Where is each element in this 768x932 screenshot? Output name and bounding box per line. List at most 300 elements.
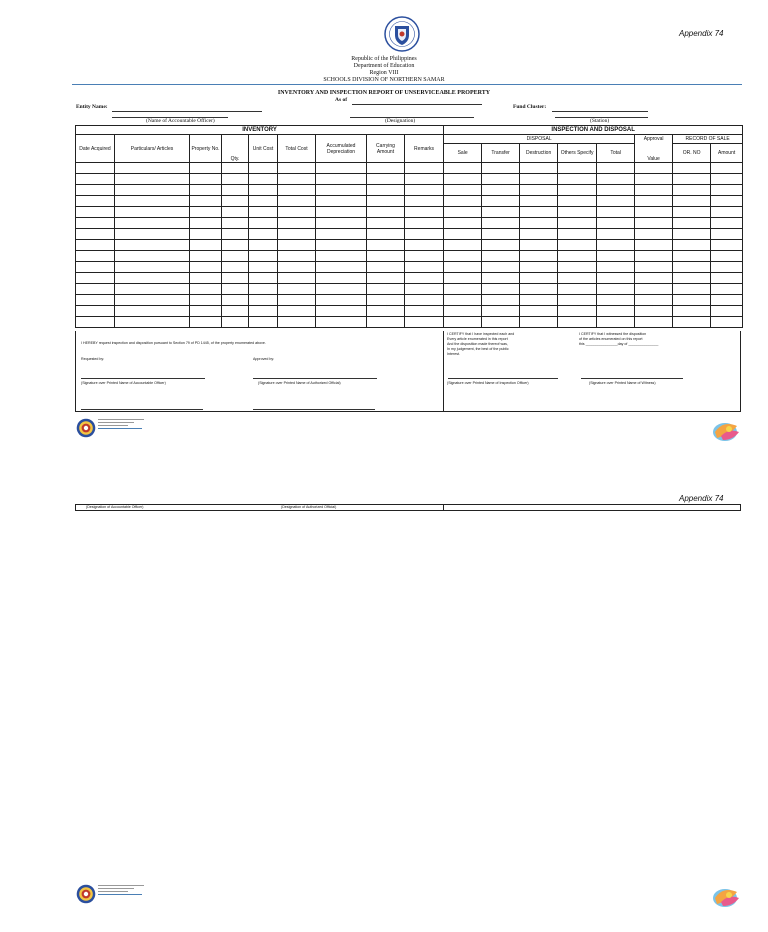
table-cell[interactable] (249, 174, 278, 185)
table-cell[interactable] (558, 185, 597, 196)
table-cell[interactable] (316, 295, 367, 306)
table-row (76, 207, 743, 218)
table-cell[interactable] (222, 273, 249, 284)
table-cell[interactable] (597, 163, 635, 174)
table-cell[interactable] (673, 163, 711, 174)
table-cell[interactable] (558, 262, 597, 273)
table-cell[interactable] (635, 196, 673, 207)
table-cell[interactable] (520, 284, 558, 295)
table-cell[interactable] (405, 306, 444, 317)
approval-header: Approval (635, 135, 673, 144)
table-cell[interactable] (482, 262, 520, 273)
table-cell[interactable] (115, 218, 190, 229)
table-cell[interactable] (444, 306, 482, 317)
table-cell[interactable] (367, 306, 405, 317)
table-cell[interactable] (711, 196, 743, 207)
table-cell[interactable] (673, 185, 711, 196)
table-cell[interactable] (316, 185, 367, 196)
col-unit-cost: Unit Cost (249, 135, 278, 163)
table-cell[interactable] (711, 251, 743, 262)
table-cell[interactable] (316, 240, 367, 251)
table-cell[interactable] (635, 251, 673, 262)
table-cell[interactable] (635, 229, 673, 240)
table-cell[interactable] (405, 196, 444, 207)
table-cell[interactable] (597, 306, 635, 317)
table-cell[interactable] (367, 185, 405, 196)
table-cell[interactable] (316, 262, 367, 273)
table-cell[interactable] (76, 207, 115, 218)
table-cell[interactable] (367, 163, 405, 174)
table-cell[interactable] (673, 196, 711, 207)
table-cell[interactable] (597, 218, 635, 229)
table-cell[interactable] (115, 295, 190, 306)
table-cell[interactable] (249, 218, 278, 229)
table-cell[interactable] (673, 262, 711, 273)
table-cell[interactable] (316, 218, 367, 229)
table-cell[interactable] (249, 306, 278, 317)
table-row (76, 262, 743, 273)
header-department: Department of Education (353, 63, 415, 69)
table-cell[interactable] (278, 240, 316, 251)
table-cell[interactable] (597, 284, 635, 295)
table-cell[interactable] (367, 251, 405, 262)
table-cell[interactable] (278, 273, 316, 284)
table-cell[interactable] (249, 284, 278, 295)
table-cell[interactable] (558, 196, 597, 207)
table-cell[interactable] (444, 163, 482, 174)
table-row (76, 317, 743, 328)
request-text: I HEREBY request inspection and disposition pursuant to Section 79 of PD 1445, of the property enumerated above. (81, 341, 266, 345)
table-row (76, 295, 743, 306)
table-cell[interactable] (405, 207, 444, 218)
table-cell[interactable] (249, 196, 278, 207)
table-cell[interactable] (635, 262, 673, 273)
table-cell[interactable] (597, 273, 635, 284)
table-cell[interactable] (76, 306, 115, 317)
table-cell[interactable] (520, 207, 558, 218)
table-cell[interactable] (558, 317, 597, 328)
table-cell[interactable] (278, 284, 316, 295)
table-cell[interactable] (444, 317, 482, 328)
table-cell[interactable] (444, 273, 482, 284)
table-cell[interactable] (190, 207, 222, 218)
table-cell[interactable] (249, 262, 278, 273)
table-cell[interactable] (190, 185, 222, 196)
table-cell[interactable] (115, 196, 190, 207)
table-cell[interactable] (278, 207, 316, 218)
table-cell[interactable] (597, 295, 635, 306)
table-cell[interactable] (444, 229, 482, 240)
table-cell[interactable] (222, 196, 249, 207)
table-cell[interactable] (405, 317, 444, 328)
table-cell[interactable] (405, 185, 444, 196)
col-qty: Qty. (222, 135, 249, 163)
table-cell[interactable] (444, 295, 482, 306)
table-cell[interactable] (482, 273, 520, 284)
table-cell[interactable] (278, 229, 316, 240)
col-carrying-amount: Carrying Amount (367, 135, 405, 163)
table-cell[interactable] (673, 251, 711, 262)
disposal-header: DISPOSAL (444, 135, 635, 144)
table-cell[interactable] (367, 207, 405, 218)
footer-divider (443, 331, 444, 411)
table-cell[interactable] (635, 240, 673, 251)
col-remarks: Remarks (405, 135, 444, 163)
table-cell[interactable] (115, 284, 190, 295)
table-cell[interactable] (597, 251, 635, 262)
as-of-label: As of (335, 97, 348, 103)
table-cell[interactable] (115, 174, 190, 185)
table-cell[interactable] (222, 251, 249, 262)
table-cell[interactable] (520, 185, 558, 196)
table-cell[interactable] (635, 306, 673, 317)
table-cell[interactable] (635, 273, 673, 284)
table-cell[interactable] (76, 273, 115, 284)
division-address-lines (98, 885, 146, 895)
col-destruction: Destruction (520, 144, 558, 163)
page2-divider (443, 505, 444, 511)
table-cell[interactable] (367, 317, 405, 328)
table-cell[interactable] (673, 273, 711, 284)
table-cell[interactable] (673, 229, 711, 240)
table-cell[interactable] (635, 174, 673, 185)
table-cell[interactable] (316, 273, 367, 284)
table-cell[interactable] (316, 284, 367, 295)
header-republic: Republic of the Philippines (351, 56, 417, 62)
table-cell[interactable] (367, 262, 405, 273)
table-cell[interactable] (520, 163, 558, 174)
table-cell[interactable] (444, 185, 482, 196)
table-cell[interactable] (520, 174, 558, 185)
table-cell[interactable] (76, 218, 115, 229)
table-cell[interactable] (482, 295, 520, 306)
table-cell[interactable] (558, 240, 597, 251)
table-cell[interactable] (278, 174, 316, 185)
table-cell[interactable] (278, 196, 316, 207)
table-cell[interactable] (367, 196, 405, 207)
table-cell[interactable] (222, 262, 249, 273)
table-cell[interactable] (76, 229, 115, 240)
table-cell[interactable] (222, 185, 249, 196)
table-cell[interactable] (278, 306, 316, 317)
sig-inspection-caption: (Signature over Printed Name of Inspection Officer) (447, 381, 529, 385)
table-cell[interactable] (222, 163, 249, 174)
table-cell[interactable] (115, 185, 190, 196)
table-cell[interactable] (316, 306, 367, 317)
table-cell[interactable] (249, 185, 278, 196)
table-cell[interactable] (558, 295, 597, 306)
table-cell[interactable] (405, 229, 444, 240)
table-cell[interactable] (635, 317, 673, 328)
table-cell[interactable] (405, 240, 444, 251)
table-cell[interactable] (635, 295, 673, 306)
table-cell[interactable] (635, 163, 673, 174)
table-cell[interactable] (190, 251, 222, 262)
footer-block (75, 331, 741, 412)
table-cell[interactable] (115, 207, 190, 218)
table-cell[interactable] (249, 251, 278, 262)
table-cell[interactable] (520, 306, 558, 317)
table-row (76, 284, 743, 295)
table-cell[interactable] (558, 273, 597, 284)
table-cell[interactable] (405, 295, 444, 306)
table-row (76, 251, 743, 262)
table-cell[interactable] (711, 317, 743, 328)
table-cell[interactable] (405, 163, 444, 174)
table-cell[interactable] (222, 229, 249, 240)
table-cell[interactable] (190, 273, 222, 284)
table-cell[interactable] (316, 207, 367, 218)
division-seal-logo (76, 418, 96, 438)
table-cell[interactable] (405, 262, 444, 273)
table-cell[interactable] (115, 273, 190, 284)
table-cell[interactable] (673, 174, 711, 185)
table-cell[interactable] (278, 163, 316, 174)
table-cell[interactable] (405, 251, 444, 262)
table-cell[interactable] (76, 284, 115, 295)
table-cell[interactable] (367, 273, 405, 284)
table-cell[interactable] (278, 251, 316, 262)
table-cell[interactable] (278, 317, 316, 328)
table-cell[interactable] (482, 163, 520, 174)
table-cell[interactable] (222, 240, 249, 251)
sig-line-inspection (448, 378, 558, 379)
col-or-no: OR. NO (673, 144, 711, 163)
table-cell[interactable] (444, 262, 482, 273)
table-cell[interactable] (76, 251, 115, 262)
table-cell[interactable] (711, 185, 743, 196)
table-cell[interactable] (711, 306, 743, 317)
table-cell[interactable] (558, 284, 597, 295)
table-cell[interactable] (405, 174, 444, 185)
table-cell[interactable] (249, 295, 278, 306)
table-cell[interactable] (222, 306, 249, 317)
table-cell[interactable] (597, 317, 635, 328)
table-row (76, 306, 743, 317)
table-cell[interactable] (482, 229, 520, 240)
table-cell[interactable] (190, 240, 222, 251)
table-cell[interactable] (673, 218, 711, 229)
table-cell[interactable] (316, 251, 367, 262)
designation-authorized-caption: (Designation of Authorized Official) (281, 505, 337, 509)
table-cell[interactable] (482, 306, 520, 317)
officer-designation-caption: (Designation) (385, 118, 416, 124)
table-row (76, 196, 743, 207)
table-cell[interactable] (278, 185, 316, 196)
table-cell[interactable] (711, 174, 743, 185)
table-cell[interactable] (673, 295, 711, 306)
table-cell[interactable] (711, 240, 743, 251)
table-cell[interactable] (482, 317, 520, 328)
table-cell[interactable] (115, 229, 190, 240)
table-row (76, 273, 743, 284)
table-cell[interactable] (520, 262, 558, 273)
table-cell[interactable] (597, 207, 635, 218)
table-cell[interactable] (558, 306, 597, 317)
table-cell[interactable] (222, 174, 249, 185)
table-cell[interactable] (558, 174, 597, 185)
table-cell[interactable] (711, 284, 743, 295)
table-cell[interactable] (635, 284, 673, 295)
table-cell[interactable] (444, 174, 482, 185)
table-cell[interactable] (482, 240, 520, 251)
table-cell[interactable] (673, 317, 711, 328)
table-cell[interactable] (278, 262, 316, 273)
table-cell[interactable] (520, 229, 558, 240)
table-cell[interactable] (482, 207, 520, 218)
table-cell[interactable] (444, 251, 482, 262)
table-cell[interactable] (76, 295, 115, 306)
table-cell[interactable] (249, 240, 278, 251)
table-cell[interactable] (316, 196, 367, 207)
table-cell[interactable] (405, 284, 444, 295)
table-cell[interactable] (249, 163, 278, 174)
table-cell[interactable] (597, 196, 635, 207)
table-cell[interactable] (222, 317, 249, 328)
table-cell[interactable] (115, 306, 190, 317)
table-cell[interactable] (444, 218, 482, 229)
table-cell[interactable] (278, 295, 316, 306)
table-cell[interactable] (635, 218, 673, 229)
table-cell[interactable] (482, 218, 520, 229)
table-cell[interactable] (367, 218, 405, 229)
table-cell[interactable] (190, 295, 222, 306)
table-cell[interactable] (405, 218, 444, 229)
table-cell[interactable] (711, 163, 743, 174)
table-cell[interactable] (482, 284, 520, 295)
table-cell[interactable] (520, 295, 558, 306)
table-cell[interactable] (249, 317, 278, 328)
table-cell[interactable] (520, 251, 558, 262)
table-cell[interactable] (222, 295, 249, 306)
table-cell[interactable] (76, 317, 115, 328)
designation-line-authorized (253, 409, 375, 410)
table-cell[interactable] (482, 174, 520, 185)
table-cell[interactable] (482, 185, 520, 196)
table-cell[interactable] (558, 163, 597, 174)
table-cell[interactable] (482, 196, 520, 207)
table-cell[interactable] (190, 218, 222, 229)
inventory-header: INVENTORY (76, 126, 444, 135)
report-title: INVENTORY AND INSPECTION REPORT OF UNSERVICEABLE PROPERTY (277, 90, 491, 96)
table-cell[interactable] (444, 284, 482, 295)
table-cell[interactable] (278, 218, 316, 229)
table-cell[interactable] (115, 251, 190, 262)
table-cell[interactable] (673, 284, 711, 295)
table-cell[interactable] (76, 185, 115, 196)
table-cell[interactable] (635, 185, 673, 196)
table-cell[interactable] (190, 262, 222, 273)
table-cell[interactable] (711, 218, 743, 229)
table-cell[interactable] (316, 229, 367, 240)
table-cell[interactable] (597, 262, 635, 273)
table-cell[interactable] (444, 240, 482, 251)
table-cell[interactable] (222, 207, 249, 218)
table-cell[interactable] (520, 273, 558, 284)
table-cell[interactable] (367, 295, 405, 306)
table-cell[interactable] (76, 163, 115, 174)
table-cell[interactable] (115, 240, 190, 251)
table-cell[interactable] (558, 218, 597, 229)
col-total: Total (597, 144, 635, 163)
table-cell[interactable] (597, 240, 635, 251)
table-cell[interactable] (316, 174, 367, 185)
table-cell[interactable] (444, 196, 482, 207)
table-cell[interactable] (597, 185, 635, 196)
table-cell[interactable] (711, 262, 743, 273)
deped-seal-logo (384, 16, 420, 52)
fund-cluster-label: Fund Cluster: (513, 104, 547, 110)
table-cell[interactable] (190, 163, 222, 174)
table-cell[interactable] (115, 262, 190, 273)
table-cell[interactable] (222, 218, 249, 229)
table-cell[interactable] (520, 218, 558, 229)
table-cell[interactable] (673, 240, 711, 251)
table-cell[interactable] (190, 229, 222, 240)
table-cell[interactable] (367, 284, 405, 295)
table-cell[interactable] (367, 240, 405, 251)
table-cell[interactable] (76, 262, 115, 273)
table-cell[interactable] (76, 240, 115, 251)
table-cell[interactable] (635, 207, 673, 218)
table-cell[interactable] (190, 174, 222, 185)
table-cell[interactable] (222, 284, 249, 295)
table-cell[interactable] (711, 207, 743, 218)
table-cell[interactable] (190, 196, 222, 207)
table-cell[interactable] (115, 317, 190, 328)
table-cell[interactable] (482, 251, 520, 262)
table-cell[interactable] (520, 240, 558, 251)
table-cell[interactable] (367, 174, 405, 185)
table-cell[interactable] (76, 196, 115, 207)
table-cell[interactable] (190, 306, 222, 317)
table-cell[interactable] (316, 317, 367, 328)
table-cell[interactable] (520, 196, 558, 207)
col-property-no: Property No. (190, 135, 222, 163)
table-cell[interactable] (673, 207, 711, 218)
entity-name-label: Entity Name: (76, 104, 108, 110)
table-cell[interactable] (249, 273, 278, 284)
sig-accountable-caption: (Signature over Printed Name of Accountable Officer) (81, 381, 166, 385)
table-cell[interactable] (76, 174, 115, 185)
table-cell[interactable] (597, 229, 635, 240)
matatag-logo (711, 418, 741, 442)
sig-line-authorized (253, 378, 377, 379)
certify-inspection-text: I CERTIFY that I have inspected each and Every article enumerated in this report And the disposition made thereof was, In my judgement, the best of the public Interest. (447, 332, 515, 356)
table-cell[interactable] (405, 273, 444, 284)
table-cell[interactable] (444, 207, 482, 218)
table-cell[interactable] (711, 295, 743, 306)
table-cell[interactable] (711, 229, 743, 240)
table-cell[interactable] (597, 174, 635, 185)
table-cell[interactable] (711, 273, 743, 284)
table-cell[interactable] (249, 229, 278, 240)
table-cell[interactable] (558, 251, 597, 262)
table-row (76, 163, 743, 174)
table-cell[interactable] (190, 317, 222, 328)
table-cell[interactable] (558, 229, 597, 240)
table-cell[interactable] (673, 306, 711, 317)
table-row (76, 240, 743, 251)
table-cell[interactable] (520, 317, 558, 328)
appendix-label: Appendix 74 (679, 29, 724, 38)
table-cell[interactable] (115, 163, 190, 174)
table-cell[interactable] (558, 207, 597, 218)
table-cell[interactable] (190, 284, 222, 295)
table-cell[interactable] (316, 163, 367, 174)
table-cell[interactable] (367, 229, 405, 240)
table-cell[interactable] (249, 207, 278, 218)
